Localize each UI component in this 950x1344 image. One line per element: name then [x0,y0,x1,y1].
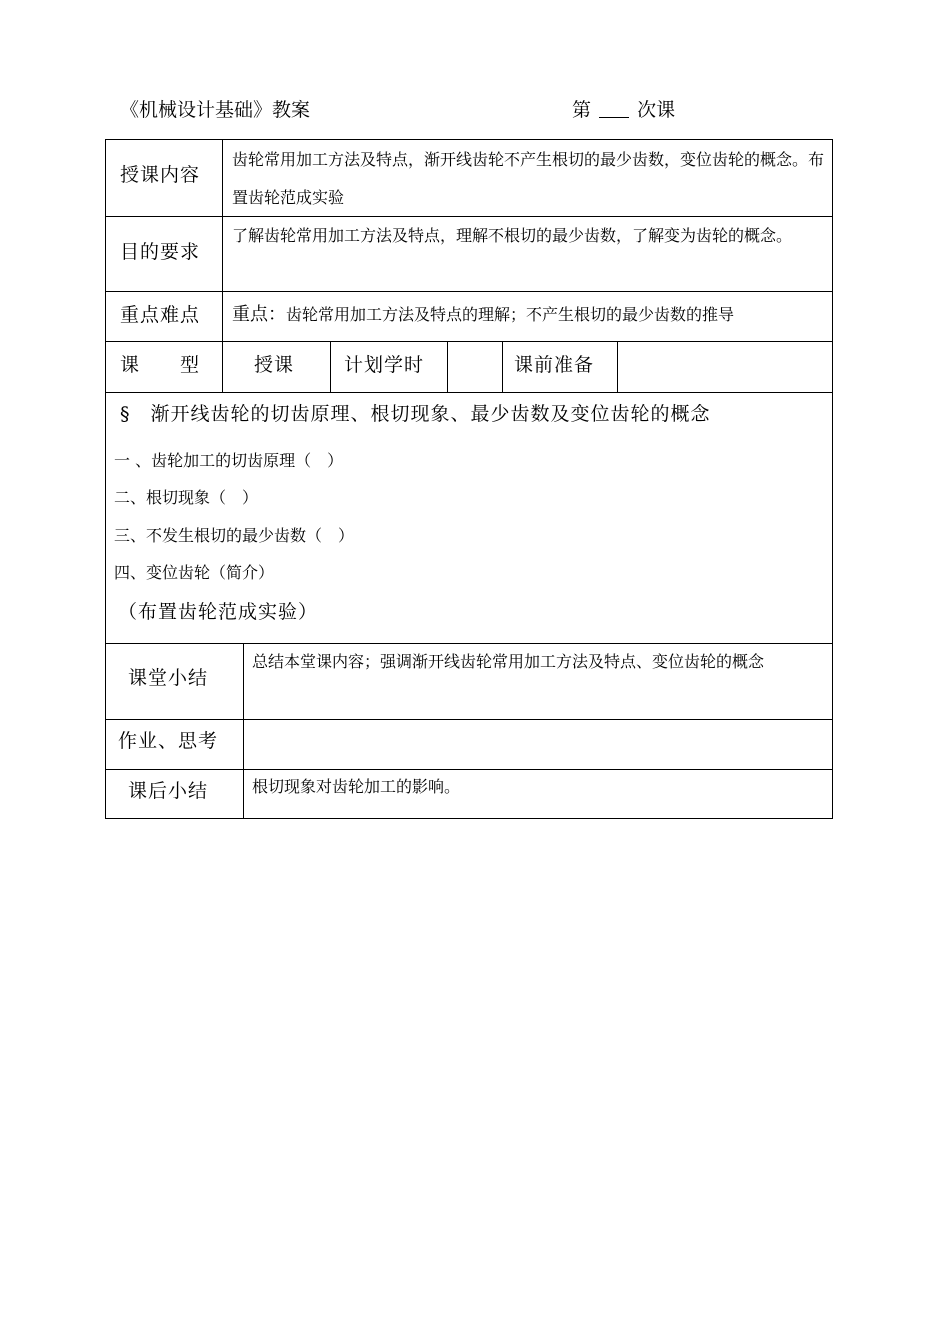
outline-item-1: 一 、齿轮加工的切齿原理（ ） [114,451,344,470]
column-divider [447,341,448,392]
prep-label: 课前准备 [514,354,595,376]
lesson-suffix: 次课 [637,99,676,121]
keypoints-prefix: 重点： [232,304,286,325]
content-label: 授课内容 [120,164,201,186]
keypoints-label: 重点难点 [120,304,201,326]
row-divider [106,291,832,292]
column-divider [330,341,331,392]
column-divider [243,643,244,819]
column-divider [502,341,503,392]
experiment-note: （布置齿轮范成实验） [118,601,319,623]
section-heading: § 渐开线齿轮的切齿原理、根切现象、最少齿数及变位齿轮的概念 [120,403,711,425]
lesson-number-line [572,96,675,124]
homework-label: 作业、思考 [118,730,219,752]
row-divider [106,719,832,720]
outline-item-4: 四、变位齿轮（简介） [114,563,275,582]
after-class-label: 课后小结 [128,780,209,802]
keypoints-text: 齿轮常用加工方法及特点的理解；不产生根切的最少齿数的推导 [286,305,735,324]
lesson-number-blank[interactable] [599,97,629,118]
outline-item-2: 二、根切现象（ ） [114,488,259,507]
content-text: 齿轮常用加工方法及特点，渐开线齿轮不产生根切的最少齿数，变位齿轮的概念。布置齿轮范成实验 [232,150,825,207]
objective-label: 目的要求 [120,241,201,263]
keypoints-line [232,303,830,327]
type-label: 课 型 [120,354,201,376]
lesson-prefix: 第 [572,99,592,121]
column-divider [222,140,223,392]
objective-text: 了解齿轮常用加工方法及特点，理解不根切的最少齿数，了解变为齿轮的概念。 [232,226,793,245]
document-title: 《机械设计基础》教案 [120,99,311,121]
row-divider [106,769,832,770]
hours-label: 计划学时 [344,354,425,376]
row-divider [106,341,832,342]
row-divider [106,392,832,393]
outline-item-3: 三、不发生根切的最少齿数（ ） [114,526,355,545]
summary-text: 总结本堂课内容；强调渐开线齿轮常用加工方法及特点、变位齿轮的概念 [252,652,765,671]
column-divider [617,341,618,392]
type-value: 授课 [254,354,295,376]
lesson-plan-table [105,139,833,819]
after-class-text: 根切现象对齿轮加工的影响。 [252,777,461,796]
summary-label: 课堂小结 [128,667,209,689]
